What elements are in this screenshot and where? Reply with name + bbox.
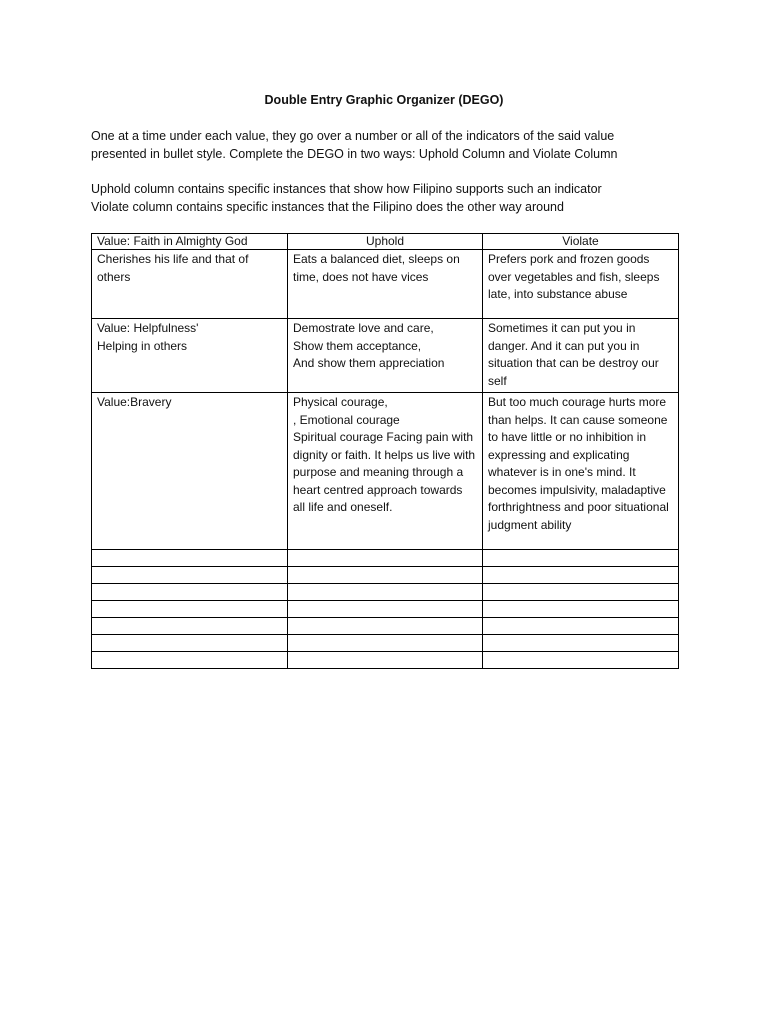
value-cell: Cherishes his life and that of others [92, 250, 288, 319]
empty-row [92, 584, 679, 601]
empty-row [92, 618, 679, 635]
uphold-cell: Demostrate love and care, Show them acceptance, And show them appreciation [288, 319, 483, 393]
empty-row [92, 550, 679, 567]
table-row [92, 393, 679, 550]
violate-cell: But too much courage hurts more than helps. It can cause someone to have little or no inhibition in expressing and explicating whatever is in one's mind. It becomes impulsivity, maladaptive forthrightness and poor situational judgment ability [483, 393, 679, 550]
intro-line: presented in bullet style. Complete the DEGO in two ways: Uphold Column and Violate Column [91, 147, 618, 161]
dego-table [91, 233, 679, 669]
explanation-line: Violate column contains specific instances that the Filipino does the other way around [91, 200, 564, 214]
explanation-paragraph [91, 180, 691, 216]
value-cell: Value:Bravery [92, 393, 288, 550]
empty-row [92, 601, 679, 618]
violate-cell: Prefers pork and frozen goods over vegetables and fish, sleeps late, into substance abuse [483, 250, 679, 319]
empty-row [92, 635, 679, 652]
intro-line: One at a time under each value, they go over a number or all of the indicators of the said value [91, 129, 615, 143]
uphold-cell: Physical courage, , Emotional courage Spiritual courage Facing pain with dignity or faith. It helps us live with purpose and meaning through a heart centred approach towards all life and oneself. [288, 393, 483, 550]
explanation-line: Uphold column contains specific instances that show how Filipino supports such an indicator [91, 182, 602, 196]
header-value: Value: Faith in Almighty God [92, 234, 288, 250]
header-uphold: Uphold [288, 234, 483, 250]
table-row [92, 250, 679, 319]
uphold-cell: Eats a balanced diet, sleeps on time, does not have vices [288, 250, 483, 319]
intro-paragraph [91, 127, 691, 163]
empty-row [92, 652, 679, 669]
table-header-row [92, 234, 679, 250]
violate-cell: Sometimes it can put you in danger. And it can put you in situation that can be destroy our self [483, 319, 679, 393]
header-violate: Violate [483, 234, 679, 250]
table-row [92, 319, 679, 393]
document-title: Double Entry Graphic Organizer (DEGO) [264, 93, 504, 107]
value-cell: Value: Helpfulness' Helping in others [92, 319, 288, 393]
empty-row [92, 567, 679, 584]
